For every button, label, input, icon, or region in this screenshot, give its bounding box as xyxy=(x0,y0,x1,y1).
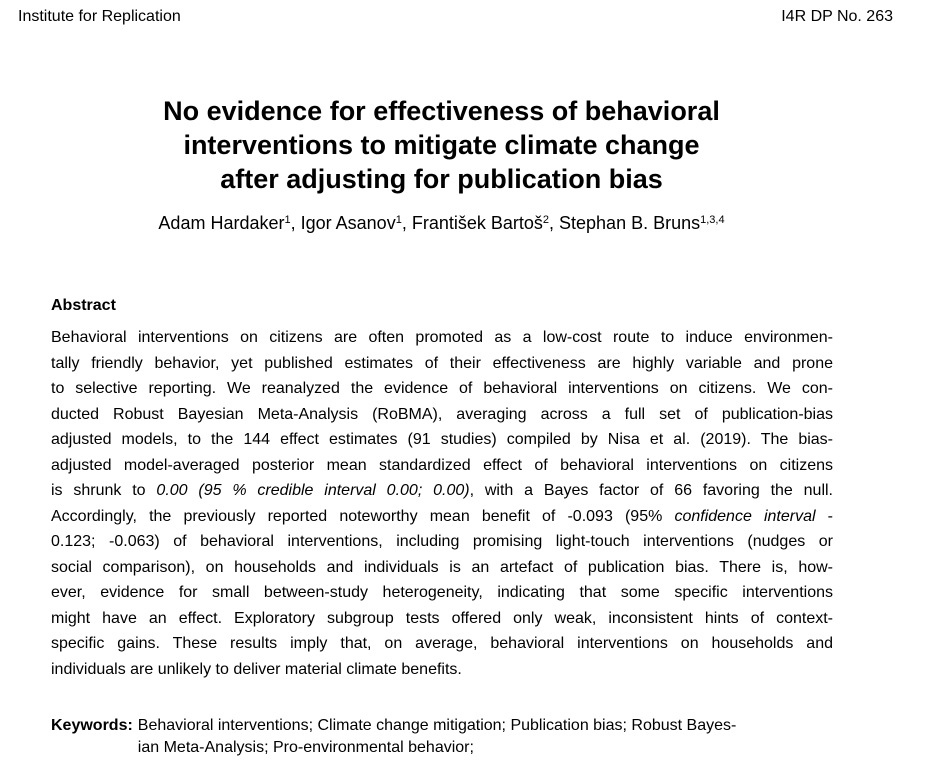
author-name: Adam Hardaker xyxy=(158,213,285,233)
author-affiliation: 1,3,4 xyxy=(700,214,725,226)
abstract-line: ever, evidence for small between-study heterogeneity, indicating that some specific interventions xyxy=(51,584,833,601)
abstract-line: specific gains. These results imply that, on average, behavioral interventions on households and xyxy=(51,635,833,652)
author-name: Igor Asanov xyxy=(300,213,396,233)
italic-text: confidence interval xyxy=(674,507,816,525)
abstract-line: ducted Robust Bayesian Meta-Analysis (RoBMA), averaging across a full set of publication-bias xyxy=(51,405,833,423)
abstract-line: might have an effect. Exploratory subgroup tests offered only weak, inconsistent hints of context- xyxy=(51,609,833,627)
title-line: interventions to mitigate climate change xyxy=(183,130,700,160)
abstract-line: adjusted models, to the 144 effect estimates (91 studies) compiled by Nisa et al. (2019). The bias- xyxy=(51,431,833,448)
abstract-line: individuals are unlikely to deliver material climate benefits. xyxy=(51,660,462,678)
paper-title xyxy=(0,94,883,196)
abstract-line: 0.123; -0.063) of behavioral interventions, including promising light-touch interventions (nudges or xyxy=(51,533,833,550)
abstract-line: is shrunk to 0.00 (95 % credible interval 0.00; 0.00), with a Bayes factor of 66 favoring the null. xyxy=(51,482,834,499)
keywords-text xyxy=(138,715,737,759)
abstract-line: adjusted model-averaged posterior mean standardized effect of behavioral interventions on citizens xyxy=(51,456,833,474)
keywords-line: Behavioral interventions; Climate change mitigation; Publication bias; Robust Bayes- xyxy=(137,717,737,734)
title-line: No evidence for effectiveness of behavioral xyxy=(163,96,720,126)
keywords-line: ian Meta-Analysis; Pro-environmental behavior; xyxy=(137,739,474,756)
keywords-label: Keywords: xyxy=(51,717,133,734)
abstract-line: Behavioral interventions on citizens are often promoted as a low-cost route to induce environmen- xyxy=(51,329,833,346)
author-affiliation: 1 xyxy=(395,214,402,226)
paper-number: I4R DP No. 263 xyxy=(781,8,893,25)
abstract-line: tally friendly behavior, yet published estimates of their effectiveness are highly variable and prone xyxy=(51,354,833,372)
author-list: Adam Hardaker$^1$, Igor Asanov$^1$, František Bartoš$^2$, Stephan B. Bruns$^{1,3,4}$ xyxy=(158,213,725,233)
abstract-heading: Abstract xyxy=(51,297,116,314)
abstract-body xyxy=(51,325,833,682)
author-name: Stephan B. Bruns xyxy=(559,213,701,233)
keywords-section xyxy=(51,715,833,759)
abstract-line: Accordingly, the previously reported noteworthy mean benefit of -0.093 (95% confidence interval - xyxy=(51,507,833,525)
author-name: František Bartoš xyxy=(411,213,543,233)
abstract-line: social comparison), on households and individuals is an artefact of publication bias. There is, how- xyxy=(51,558,833,576)
italic-text: 0.00 (95 % credible interval 0.00; 0.00) xyxy=(156,482,470,499)
author-affiliation: 1 xyxy=(284,214,291,226)
institute-name: Institute for Replication xyxy=(18,8,181,25)
title-line: after adjusting for publication bias xyxy=(220,164,663,194)
author-affiliation: 2 xyxy=(542,214,549,226)
abstract-line: to selective reporting. We reanalyzed the evidence of behavioral interventions on citizens. We con- xyxy=(51,380,833,397)
